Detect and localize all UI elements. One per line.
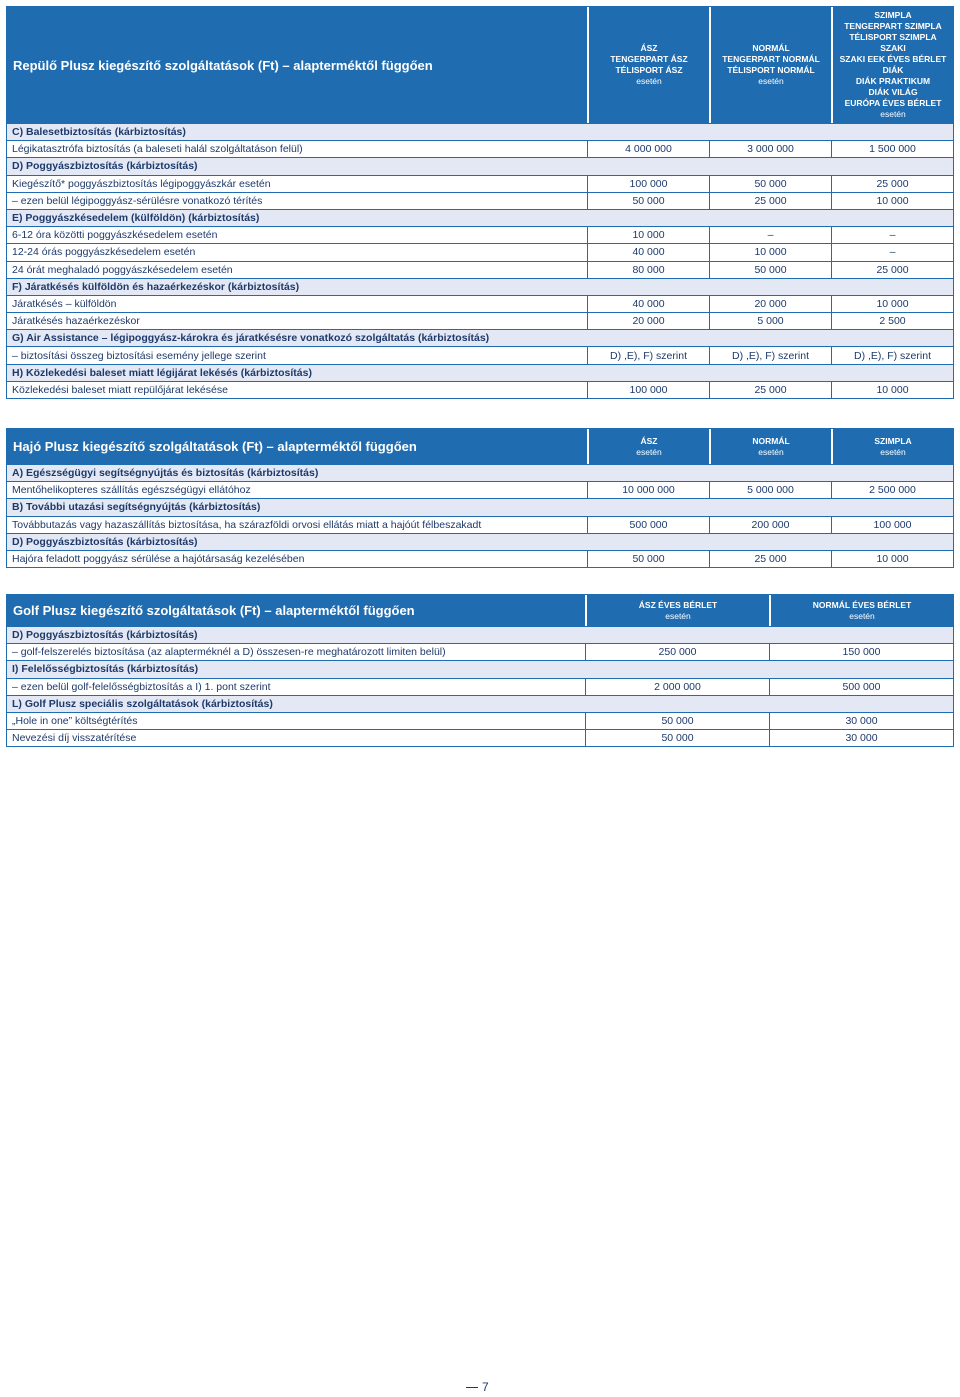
row-value: 30 000 [769,713,953,729]
row-value: 1 500 000 [831,141,953,157]
row-label: D) Poggyászbiztosítás (kárbiztosítás) [12,629,198,642]
column-header-line: NORMÁL ÉVES BÉRLET [812,599,912,610]
row-value: 2 500 [831,313,953,329]
row-label: 6-12 óra közötti poggyászkésedelem esetén [12,229,218,242]
table-row [7,678,953,695]
row-value: 2 000 000 [585,679,769,695]
row-label: H) Közlekedési baleset miatt légijárat lekésés (kárbiztosítás) [12,366,312,379]
plane-column-header [587,7,709,123]
row-label: Légikatasztrófa biztosítás (a baleseti halál szolgáltatáson felül) [12,143,303,156]
row-label: L) Golf Plusz speciális szolgáltatások (kárbiztosítás) [12,697,273,710]
section-row [7,123,953,140]
row-value: D) ,E), F) szerint [709,347,831,363]
ship-column-header [831,429,953,464]
column-header-line: DIÁK [882,65,904,75]
row-value: 10 000 [831,296,953,312]
ship-column-header [709,429,831,464]
table-row [7,481,953,498]
row-value: 50 000 [709,262,831,278]
column-header-sub: esetén [880,446,906,457]
column-header-line: TENGERPART SZIMPLA [844,21,942,31]
row-value: 25 000 [831,262,953,278]
row-value: 10 000 [709,244,831,260]
row-value: – [831,227,953,243]
row-value: 80 000 [587,262,709,278]
row-value: – [831,244,953,260]
golf-table-header [7,595,953,626]
section-row [7,278,953,295]
row-label: C) Balesetbiztosítás (kárbiztosítás) [12,126,186,139]
plane-table-header [7,7,953,123]
row-value: 30 000 [769,730,953,746]
column-header-line: EURÓPA ÉVES BÉRLET [844,98,942,108]
plane-table-columns [587,7,953,123]
ship-table [6,428,954,568]
row-label: „Hole in one” költségtérítés [12,715,138,728]
row-label: 24 órát meghaladó poggyászkésedelem esetén [12,263,233,276]
section-row [7,626,953,643]
page-number-value: 7 [482,1380,489,1394]
table-row [7,643,953,660]
table-row [7,226,953,243]
row-value: 50 000 [587,193,709,209]
row-value: D) ,E), F) szerint [831,347,953,363]
row-value: 150 000 [769,644,953,660]
row-value: 500 000 [587,517,709,533]
row-value: 2 500 000 [831,482,953,498]
row-value: – [709,227,831,243]
column-header-sub: esetén [665,610,691,621]
row-label: 12-24 órás poggyászkésedelem esetén [12,246,196,259]
row-value: 10 000 [831,193,953,209]
plane-column-header [709,7,831,123]
row-value: 50 000 [587,551,709,567]
row-value: 50 000 [585,713,769,729]
column-header-line: SZAKI EEK ÉVES BÉRLET [839,54,947,64]
column-header-line: ÁSZ [640,435,658,446]
row-value: 200 000 [709,517,831,533]
column-header-line: SZAKI [880,43,906,53]
column-header-line: TENGERPART ÁSZ [610,54,688,64]
row-value: 10 000 [831,382,953,398]
row-label: F) Járatkésés külföldön és hazaérkezéskor (kárbiztosítás) [12,280,300,293]
page-number [462,1380,489,1394]
row-label: Járatkésés hazaérkezéskor [12,315,140,328]
row-value: 100 000 [587,176,709,192]
row-value: 500 000 [769,679,953,695]
row-value: 40 000 [587,244,709,260]
row-label: – golf-felszerelés biztosítása (az alapterméknél a D) összesen-re meghatározott limiten belül) [12,646,446,659]
row-value: 10 000 [587,227,709,243]
row-label: I) Felelősségbiztosítás (kárbiztosítás) [12,663,199,676]
row-label: Járatkésés – külföldön [12,297,117,310]
column-header-sub: esetén [636,446,662,457]
row-label: A) Egészségügyi segítségnyújtás és biztosítás (kárbiztosítás) [12,467,319,480]
row-value: 50 000 [709,176,831,192]
table-row [7,312,953,329]
column-header-line: NORMÁL [752,43,790,53]
row-label: Nevezési díj visszatérítése [12,732,137,745]
row-value: 100 000 [831,517,953,533]
column-header-sub: esetén [880,109,906,119]
row-value: 100 000 [587,382,709,398]
row-label: Mentőhelikopteres szállítás egészségügyi ellátóhoz [12,484,251,497]
column-header-line: DIÁK VILÁG [868,87,918,97]
plane-table-title: Repülő Plusz kiegészítő szolgáltatások (Ft) – alapterméktől függően [13,57,433,73]
column-header-sub: esetén [849,610,875,621]
column-header-line: SZIMPLA [874,10,912,20]
table-row [7,729,953,746]
row-label: Hajóra feladott poggyász sérülése a hajótársaság kezelésében [12,553,305,566]
table-row [7,261,953,278]
ship-table-header [7,429,953,464]
row-value: 20 000 [709,296,831,312]
row-value: 20 000 [587,313,709,329]
section-row [7,498,953,515]
golf-table-columns [585,595,953,626]
ship-table-title: Hajó Plusz kiegészítő szolgáltatások (Ft) – alapterméktől függően [13,439,417,454]
row-label: D) Poggyászbiztosítás (kárbiztosítás) [12,535,198,548]
row-label: G) Air Assistance – légipoggyász-károkra és járatkésésre vonatkozó szolgáltatás (kárbiztosítás) [12,332,490,345]
golf-table [6,594,954,747]
row-value: 25 000 [709,193,831,209]
plane-table [6,6,954,399]
section-row [7,660,953,677]
row-value: 25 000 [709,382,831,398]
column-header-sub: esetén [636,76,662,86]
row-label: E) Poggyászkésedelem (külföldön) (kárbiztosítás) [12,212,260,225]
table-row [7,140,953,157]
ship-table-body [7,464,953,567]
column-header-line: TÉLISPORT NORMÁL [727,65,815,75]
table-row [7,192,953,209]
table-row [7,295,953,312]
row-label: Kiegészítő* poggyászbiztosítás légipoggyászkár esetén [12,177,271,190]
row-value: 10 000 [831,551,953,567]
column-header-sub: esetén [758,76,784,86]
column-header-line: TÉLISPORT ÁSZ [615,65,683,75]
page-number-dash [466,1387,478,1388]
row-value: 5 000 [709,313,831,329]
table-row [7,550,953,567]
ship-column-header [587,429,709,464]
table-row [7,381,953,398]
table-row [7,243,953,260]
table-row [7,516,953,533]
section-row [7,364,953,381]
plane-table-body [7,123,953,398]
column-header-sub: esetén [758,446,784,457]
section-row [7,533,953,550]
section-row [7,209,953,226]
row-label: B) További utazási segítségnyújtás (kárbiztosítás) [12,501,261,514]
table-row [7,712,953,729]
row-value: D) ,E), F) szerint [587,347,709,363]
row-value: 3 000 000 [709,141,831,157]
row-value: 5 000 000 [709,482,831,498]
row-value: 25 000 [709,551,831,567]
column-header-line: ÁSZ ÉVES BÉRLET [638,599,718,610]
column-header-line: TENGERPART NORMÁL [722,54,820,64]
row-label: – ezen belül légipoggyász-sérülésre vonatkozó térítés [12,194,263,207]
table-row [7,175,953,192]
plane-column-header [831,7,953,123]
golf-column-header [585,595,769,626]
golf-table-title: Golf Plusz kiegészítő szolgáltatások (Ft) – alapterméktől függően [13,603,415,618]
column-header-line: ÁSZ [640,43,658,53]
row-value: 25 000 [831,176,953,192]
column-header-line: SZIMPLA [874,435,912,446]
column-header-line: DIÁK PRAKTIKUM [855,76,931,86]
table-row [7,346,953,363]
row-label: Továbbutazás vagy hazaszállítás biztosítása, ha szárazföldi orvosi ellátás miatt a hajóút félbeszakadt [12,518,482,531]
section-row [7,695,953,712]
golf-column-header [769,595,953,626]
row-label: D) Poggyászbiztosítás (kárbiztosítás) [12,160,198,173]
section-row [7,464,953,481]
row-value: 10 000 000 [587,482,709,498]
row-value: 4 000 000 [587,141,709,157]
row-value: 250 000 [585,644,769,660]
column-header-line: NORMÁL [752,435,790,446]
section-row [7,329,953,346]
golf-table-body [7,626,953,746]
row-value: 50 000 [585,730,769,746]
row-label: – biztosítási összeg biztosítási esemény jellege szerint [12,349,266,362]
row-value: 40 000 [587,296,709,312]
ship-table-columns [587,429,953,464]
row-label: – ezen belül golf-felelősségbiztosítás a I) 1. pont szerint [12,680,271,693]
column-header-line: TÉLISPORT SZIMPLA [849,32,937,42]
row-label: Közlekedési baleset miatt repülőjárat lekésése [12,383,228,396]
section-row [7,157,953,174]
